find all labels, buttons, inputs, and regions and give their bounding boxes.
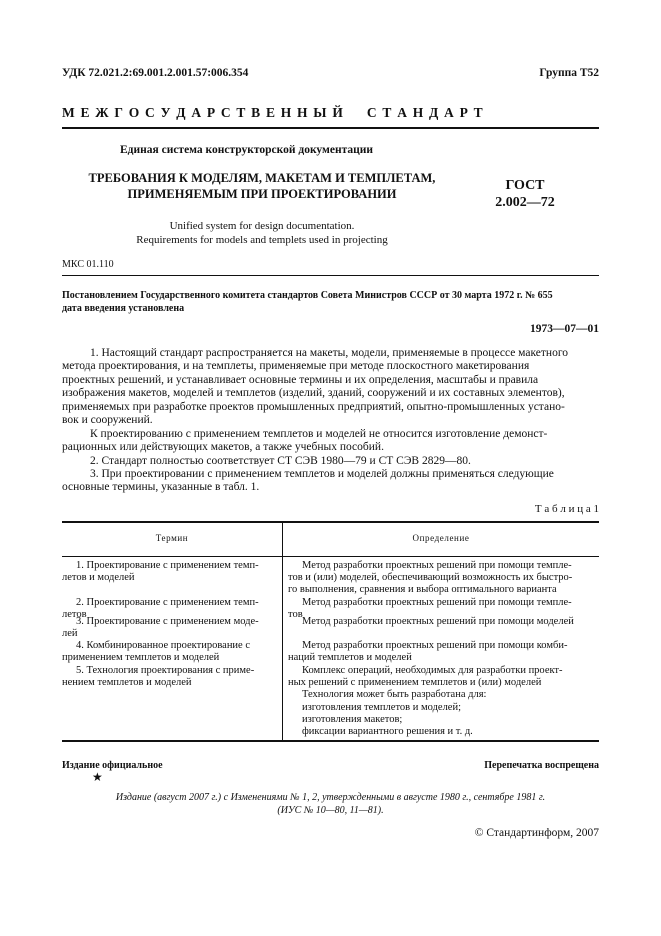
definition-row-5: Комплекс операций, необходимых для разработки проект- ных решений с применением темплетов и (или) моделей Технология может быть разработана для: изготовления темплетов и моделей; изготовления макетов; фиксации вариантного решения и т. д. <box>288 665 563 738</box>
star-icon: ★ <box>92 770 103 784</box>
introduction-date: 1973—07—01 <box>530 323 599 335</box>
paragraph-line: проектных решений, и устанавливает основные термины и их определения, масштабы и правила <box>62 373 539 386</box>
resolution-line-2: дата введения установлена <box>62 302 185 314</box>
title-line-2: ПРИМЕНЯЕМЫМ ПРИ ПРОЕКТИРОВАНИИ <box>127 187 397 201</box>
edition-line-1: Издание (август 2007 г.) с Изменениями № 1, 2, утвержденными в августе 1980 г., сентябре 1981 г. <box>115 792 546 803</box>
edition-note <box>62 792 599 817</box>
group-code: Группа Т52 <box>539 67 599 79</box>
paragraph-line: 3. При проектировании с применением темплетов и моделей должны применяться следующие <box>90 468 554 480</box>
table-caption: Т а б л и ц а 1 <box>534 503 599 515</box>
paragraph-line: вок и сооружений. <box>62 414 153 427</box>
paragraph-2 <box>62 428 599 455</box>
english-line-2: Requirements for models and templets used in projecting <box>136 234 388 246</box>
paragraph-line: 2. Стандарт полностью соответствует СТ СЭВ 1980—79 и СТ СЭВ 2829—80. <box>90 455 471 467</box>
table-bottom-rule <box>62 740 599 742</box>
term-row-5: 5. Технология проектирования с приме- нением темплетов и моделей <box>62 665 255 689</box>
english-title <box>62 219 462 247</box>
definition-row-3: Метод разработки проектных решений при помощи моделей <box>302 616 574 627</box>
term-row-4: 4. Комбинированное проектирование с применением темплетов и моделей <box>62 640 250 664</box>
official-edition: Издание официальное <box>62 760 163 771</box>
paragraph-line: основные термины, указанные в табл. 1. <box>62 481 260 494</box>
paragraph-line: метода проектирования, и на темплеты, применяемые при методе плоскостного макетирования <box>62 360 530 373</box>
definition-row-2: Метод разработки проектных решений при помощи темпле- тов <box>288 597 572 621</box>
resolution-line-1: Постановлением Государственного комитета стандартов Совета Министров СССР от 30 марта 1972 г. № 655 <box>62 290 553 301</box>
column-header-definition: Определение <box>412 533 470 543</box>
gost-label: ГОСТ <box>505 178 545 193</box>
term-row-2: 2. Проектирование с применением темп- летов <box>62 597 259 621</box>
table-column-divider <box>282 557 283 740</box>
standard-banner: М Е Ж Г О С У Д А Р С Т В Е Н Н Ы Й С Т А Н Д А Р Т <box>62 105 484 120</box>
term-row-3: 3. Проектирование с применением моде- лей <box>62 616 259 640</box>
gost-number: 2.002—72 <box>495 195 555 210</box>
table-top-rule <box>62 521 599 523</box>
edition-line-2: (ИУС № 10—80, 11—81). <box>277 804 384 816</box>
mks-code: МКС 01.110 <box>62 259 114 270</box>
resolution-text <box>62 290 599 315</box>
paragraph-3 <box>62 455 599 468</box>
paragraph-4 <box>62 468 599 495</box>
paragraph-line: изображения макетов, моделей и темплетов (изделий, зданий, сооружений и их составных элементов), <box>62 387 565 400</box>
title-line-1: ТРЕБОВАНИЯ К МОДЕЛЯМ, МАКЕТАМ И ТЕМПЛЕТАМ, <box>88 171 436 185</box>
paragraph-line: К проектированию с применением темплетов и моделей не относится изготовление демонст- <box>90 428 548 440</box>
definition-row-4: Метод разработки проектных решений при помощи комби- наций темплетов и моделей <box>288 640 568 664</box>
udk-code: УДК 72.021.2:69.001.2.001.57:006.354 <box>62 67 249 79</box>
paragraph-line: 1. Настоящий стандарт распространяется на макеты, модели, применяемые в процессе макетного <box>90 347 568 359</box>
definition-row-1: Метод разработки проектных решений при помощи темпле- тов и (или) моделей, обеспечивающий возможность их быстро- го выполнения, сравнения и выбора оптимального варианта <box>288 560 573 596</box>
paragraph-line: применяемых при разработке проектов промышленных предприятий, опытно-промышленных устано- <box>62 400 565 413</box>
paragraph-line: рационных или действующих макетов, а также учебных пособий. <box>62 441 384 454</box>
table-header-rule <box>62 556 599 557</box>
mks-rule <box>62 275 599 276</box>
document-title <box>62 170 462 202</box>
reprint-notice: Перепечатка воспрещена <box>484 760 599 771</box>
paragraph-1 <box>62 347 599 427</box>
term-row-1: 1. Проектирование с применением темп- летов и моделей <box>62 560 259 584</box>
copyright: © Стандартинформ, 2007 <box>474 827 599 839</box>
english-line-1: Unified system for design documentation. <box>169 220 355 232</box>
column-header-term: Термин <box>155 533 189 543</box>
system-name: Единая система конструкторской документации <box>120 144 373 156</box>
gost-block <box>480 177 570 211</box>
banner-rule <box>62 127 599 129</box>
